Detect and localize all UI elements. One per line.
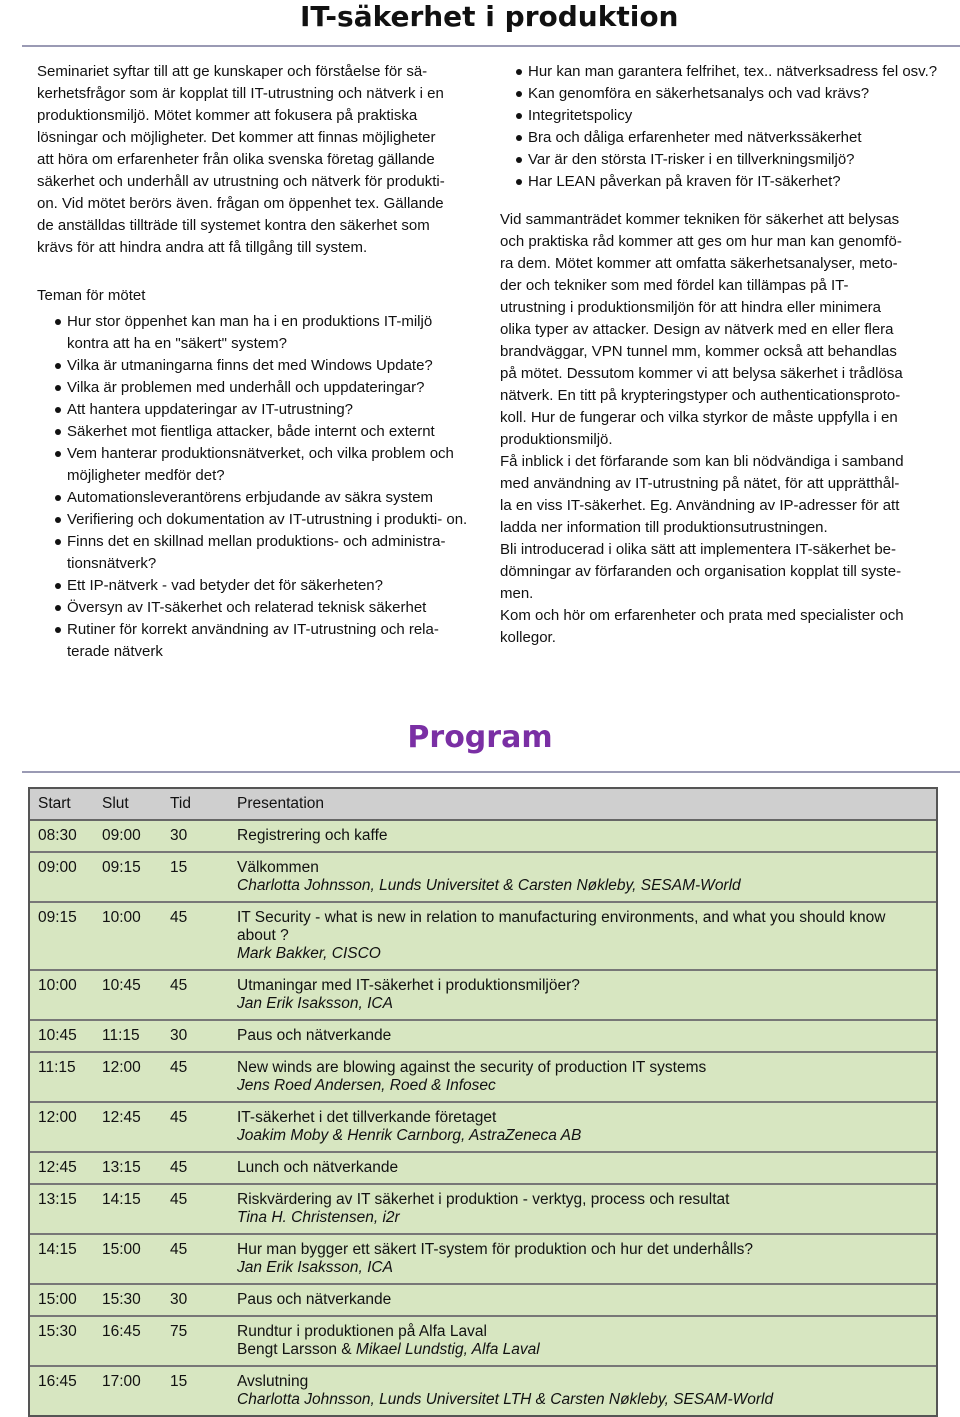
intro-line: Seminariet syftar till att ge kunskaper och förståelse för sä- — [37, 63, 428, 80]
table-body — [30, 821, 936, 1415]
text-line: olika typer av attacker. Design av nätverk med en eller flera — [500, 321, 894, 338]
list-item: Bra och dåliga erfarenheter med nätverkssäkerhet — [500, 127, 940, 149]
cell-tid: 45 — [170, 1159, 188, 1176]
list-item: Kan genomföra en säkerhetsanalys och vad krävs? — [500, 83, 940, 105]
cell-presentation — [237, 1323, 936, 1359]
cell-presentation — [237, 977, 936, 1013]
list-item: Vilka är problemen med underhåll och uppdateringar? — [37, 377, 477, 399]
cell-slut: 15:00 — [102, 1241, 141, 1258]
cell-presentation — [237, 1027, 936, 1045]
session-speaker: Charlotta Johnsson, Lunds Universitet LTH & Carsten Nøkleby, SESAM-World — [237, 1391, 774, 1408]
list-item: Hur stor öppenhet kan man ha i en produktions IT-miljö kontra att ha en "säkert" system? — [37, 311, 477, 355]
table-row — [30, 971, 936, 1021]
list-item: Finns det en skillnad mellan produktions- och administra- tionsnätverk? — [37, 531, 477, 575]
cell-slut: 10:45 — [102, 977, 141, 994]
cell-tid: 45 — [170, 909, 188, 926]
intro-line: att höra om erfarenheter från olika svenska företag gällande — [37, 151, 435, 168]
list-item: Var är den största IT-risker i en tillverkningsmiljö? — [500, 149, 940, 171]
cell-start: 09:15 — [38, 909, 77, 926]
list-item: Säkerhet mot fientliga attacker, både internt och externt — [37, 421, 477, 443]
session-title: Rundtur i produktionen på Alfa Laval — [237, 1323, 487, 1340]
list-item: Ett IP-nätverk - vad betyder det för säkerheten? — [37, 575, 477, 597]
themes-heading: Teman för mötet — [37, 287, 146, 304]
intro-line: säkerhet och underhåll av utrustning och nätverk för produkti- — [37, 173, 445, 190]
table-row — [30, 1285, 936, 1317]
session-speaker: Jan Erik Isaksson, ICA — [237, 995, 393, 1012]
list-item: Hur kan man garantera felfrihet, tex.. nätverksadress fel osv.? — [500, 61, 940, 83]
table-row — [30, 821, 936, 853]
text-line: ladda ner information till produktionsutrustningen. — [500, 519, 828, 536]
text-line: koll. Hur de fungerar och vilka styrkor de måste uppfylla i en — [500, 409, 898, 426]
text-line: dömningar av förfaranden och organisation kopplat till syste- — [500, 563, 902, 580]
cell-slut: 17:00 — [102, 1373, 141, 1390]
session-title: Välkommen — [237, 859, 319, 876]
text-line: men. — [500, 585, 534, 602]
cell-slut: 11:15 — [102, 1027, 140, 1044]
cell-tid: 30 — [170, 1291, 188, 1308]
table-row — [30, 1153, 936, 1185]
cell-start: 13:15 — [38, 1191, 77, 1208]
themes-list — [37, 311, 477, 663]
cell-tid: 45 — [170, 1109, 188, 1126]
cell-start: 09:00 — [38, 859, 77, 876]
text-line: produktionsmiljö. — [500, 431, 613, 448]
cell-start: 10:00 — [38, 977, 77, 994]
session-speaker: Jens Roed Andersen, Roed & Infosec — [237, 1077, 496, 1094]
session-title: Riskvärdering av IT säkerhet i produktion - verktyg, process och resultat — [237, 1191, 730, 1208]
cell-slut: 16:45 — [102, 1323, 141, 1340]
text-line: der och tekniker som med fördel kan tillämpas på IT- — [500, 277, 849, 294]
session-title: New winds are blowing against the security of production IT systems — [237, 1059, 707, 1076]
cell-presentation — [237, 1159, 936, 1177]
cell-start: 10:45 — [38, 1027, 77, 1044]
cell-presentation — [237, 1191, 936, 1227]
session-title: Avslutning — [237, 1373, 309, 1390]
header-start: Start — [38, 795, 71, 812]
text-line: utrustning i produktionsmiljön för att hindra eller minimera — [500, 299, 882, 316]
text-line: Kom och hör om erfarenheter och prata med specialister och — [500, 607, 904, 624]
cell-tid: 45 — [170, 1191, 188, 1208]
cell-presentation — [237, 859, 936, 895]
session-speaker: Jan Erik Isaksson, ICA — [237, 1259, 393, 1276]
cell-start: 14:15 — [38, 1241, 77, 1258]
session-speaker: Charlotta Johnsson, Lunds Universitet & Carsten Nøkleby, SESAM-World — [237, 877, 741, 894]
text-line: och praktiska råd kommer att ges om hur man kan genomfö- — [500, 233, 902, 250]
session-title: Paus och nätverkande — [237, 1291, 392, 1308]
cell-presentation — [237, 1291, 936, 1309]
cell-slut: 09:15 — [102, 859, 141, 876]
list-item: Rutiner för korrekt användning av IT-utrustning och rela- terade nätverk — [37, 619, 477, 663]
table-row — [30, 1367, 936, 1415]
program-heading: Program — [407, 720, 553, 755]
intro-line: on. Vid mötet berörs även. frågan om öppenhet tex. Gällande — [37, 195, 444, 212]
left-column — [37, 61, 477, 663]
table-header — [30, 789, 936, 821]
text-line: kollegor. — [500, 629, 556, 646]
text-line: la en viss IT-säkerhet. Eg. Användning av IP-adresser för att — [500, 497, 900, 514]
session-title: Paus och nätverkande — [237, 1027, 392, 1044]
table-row — [30, 1053, 936, 1103]
list-item: Att hantera uppdateringar av IT-utrustning? — [37, 399, 477, 421]
session-speaker: Mark Bakker, CISCO — [237, 945, 381, 962]
cell-start: 08:30 — [38, 827, 77, 844]
list-item: Verifiering och dokumentation av IT-utrustning i produkti- on. — [37, 509, 477, 531]
cell-slut: 12:00 — [102, 1059, 141, 1076]
list-item: Integritetspolicy — [500, 105, 940, 127]
text-line: Vid sammanträdet kommer tekniken för säkerhet att belysas — [500, 211, 900, 228]
top-divider — [22, 45, 960, 47]
session-title: IT-säkerhet i det tillverkande företaget — [237, 1109, 497, 1126]
cell-presentation — [237, 1373, 936, 1409]
intro-text — [37, 61, 477, 259]
list-item: Har LEAN påverkan på kraven för IT-säkerhet? — [500, 171, 940, 193]
cell-slut: 15:30 — [102, 1291, 141, 1308]
table-row — [30, 903, 936, 971]
text-line: brandväggar, VPN tunnel mm, kommer också att behandlas — [500, 343, 897, 360]
cell-slut: 13:15 — [102, 1159, 141, 1176]
session-speaker — [237, 1341, 928, 1359]
cell-start: 15:00 — [38, 1291, 77, 1308]
list-item: Vilka är utmaningarna finns det med Windows Update? — [37, 355, 477, 377]
cell-presentation — [237, 827, 936, 845]
bottom-divider — [22, 771, 960, 773]
cell-presentation — [237, 1109, 936, 1145]
session-title: Registrering och kaffe — [237, 827, 388, 844]
cell-presentation — [237, 1059, 936, 1095]
table-row — [30, 1021, 936, 1053]
cell-slut: 10:00 — [102, 909, 141, 926]
schedule-table — [28, 787, 938, 1417]
text-line: ra dem. Mötet kommer att omfatta säkerhetsanalyser, meto- — [500, 255, 898, 272]
cell-tid: 15 — [170, 1373, 188, 1390]
cell-presentation — [237, 909, 936, 963]
text-line: nätverk. En titt på krypteringstyper och authenticationsproto- — [500, 387, 901, 404]
header-tid: Tid — [170, 795, 191, 812]
list-item: Automationsleverantörens erbjudande av säkra system — [37, 487, 477, 509]
text-line: Bli introducerad i olika sätt att implementera IT-säkerhet be- — [500, 541, 897, 558]
table-row — [30, 1185, 936, 1235]
description-text — [500, 209, 940, 649]
text-line: på mötet. Dessutom kommer vi att belysa säkerhet i trådlösa — [500, 365, 903, 382]
cell-slut: 14:15 — [102, 1191, 141, 1208]
cell-presentation — [237, 1241, 936, 1277]
table-row — [30, 1235, 936, 1285]
speaker-part: Bengt Larsson & — [237, 1341, 356, 1358]
text-line: Få inblick i det förfarande som kan bli nödvändiga i samband — [500, 453, 904, 470]
list-item: Vem hanterar produktionsnätverket, och vilka problem och möjligheter medför det? — [37, 443, 477, 487]
cell-slut: 12:45 — [102, 1109, 141, 1126]
cell-start: 12:00 — [38, 1109, 77, 1126]
session-title: Lunch och nätverkande — [237, 1159, 399, 1176]
cell-tid: 15 — [170, 859, 188, 876]
cell-tid: 45 — [170, 1059, 188, 1076]
intro-line: krävs för att hindra andra att få tillgång till system. — [37, 239, 368, 256]
session-title: Hur man bygger ett säkert IT-system för produktion och hur det underhålls? — [237, 1241, 754, 1258]
table-row — [30, 1103, 936, 1153]
cell-start: 15:30 — [38, 1323, 77, 1340]
page-title: IT-säkerhet i produktion — [300, 0, 679, 33]
intro-line: de anställdas tillträde till systemet kontra den säkerhet som — [37, 217, 430, 234]
session-title: Utmaningar med IT-säkerhet i produktionsmiljöer? — [237, 977, 580, 994]
table-row — [30, 853, 936, 903]
cell-start: 16:45 — [38, 1373, 77, 1390]
cell-tid: 75 — [170, 1323, 188, 1340]
intro-line: lösningar och möjligheter. Det kommer att finnas möjligheter — [37, 129, 436, 146]
right-column — [500, 61, 940, 649]
text-line: med användning av IT-utrustning på nätet, för att upprätthål- — [500, 475, 900, 492]
cell-start: 11:15 — [38, 1059, 76, 1076]
intro-line: kerhetsfrågor som är kopplat till IT-utrustning och nätverk i en — [37, 85, 444, 102]
session-title: IT Security - what is new in relation to manufacturing environments, and what you should know about ? — [237, 909, 886, 944]
header-presentation: Presentation — [237, 795, 325, 812]
cell-tid: 45 — [170, 1241, 188, 1258]
speaker-part: Mikael Lundstig, Alfa Laval — [355, 1341, 540, 1358]
list-item: Översyn av IT-säkerhet och relaterad teknisk säkerhet — [37, 597, 477, 619]
cell-tid: 30 — [170, 827, 188, 844]
session-speaker: Joakim Moby & Henrik Carnborg, AstraZeneca AB — [237, 1127, 582, 1144]
cell-tid: 45 — [170, 977, 188, 994]
table-row — [30, 1317, 936, 1367]
header-slut: Slut — [102, 795, 129, 812]
cell-tid: 30 — [170, 1027, 188, 1044]
session-speaker: Tina H. Christensen, i2r — [237, 1209, 400, 1226]
cell-start: 12:45 — [38, 1159, 77, 1176]
cell-slut: 09:00 — [102, 827, 141, 844]
questions-list — [500, 61, 940, 193]
intro-line: produktionsmiljö. Mötet kommer att fokusera på praktiska — [37, 107, 418, 124]
